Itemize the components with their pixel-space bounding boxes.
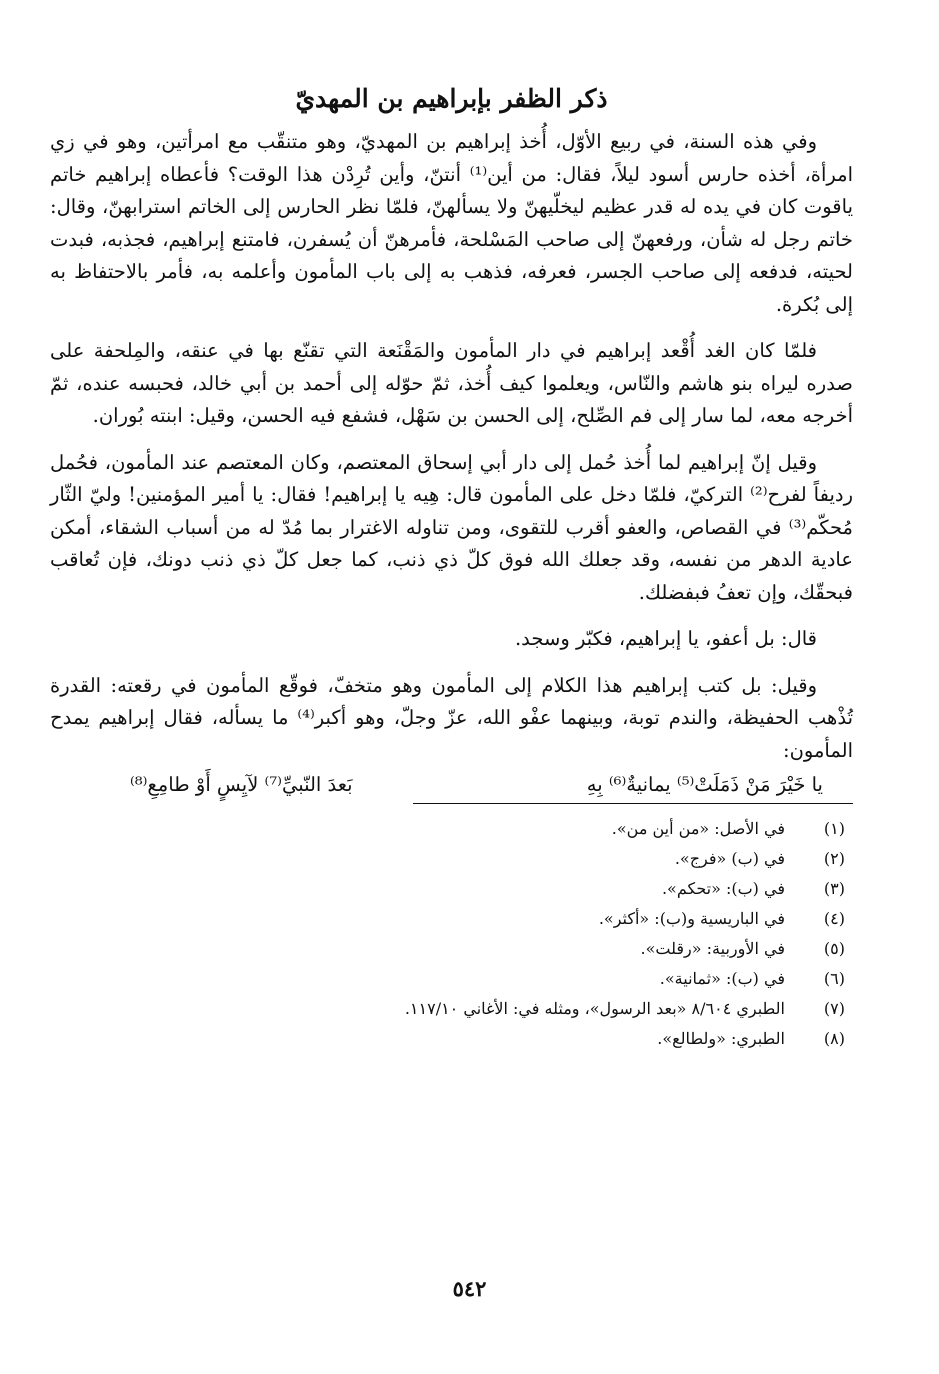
poem-verse xyxy=(50,769,853,801)
footnote-number: (٤) xyxy=(823,909,845,928)
footnote-number: (٦) xyxy=(823,969,845,988)
footnote-number: (٨) xyxy=(823,1029,845,1048)
footnote-text: في (ب): «ثمانية». xyxy=(659,969,785,988)
footnote-item xyxy=(50,1024,853,1054)
footnote-number: (٢) xyxy=(823,849,845,868)
footnote-text: في الأصل: «من أين من». xyxy=(611,819,785,838)
paragraph-3: وقيل إنّ إبراهيم لما أُخذ حُمل إلى دار أبي إسحاق المعتصم، وكان المعتصم عند المأمون، فحُمل رديفاً لفرح⁽²⁾ التركيّ، فلمّا دخل على المأمون قال: هِيه يا إبراهيم! فقال: يا أمير المؤمنين! وليّ الثّار مُحكّم⁽³⁾ في القصاص، والعفو أقرب للتقوى، ومن تناوله الاغترار بما مُدّ له من أسباب الشقاء، أمكن عادية الدهر من نفسه، وقد جعلك الله فوق كلّ ذي ذنب، كما جعل كلّ ذي ذنب دونك، فإن تُعاقب فبحقّك، وإن تعفُ فبفضلك. xyxy=(50,450,853,604)
verse-second-hemistich: بَعدَ النّبيِّ⁽⁷⁾ لآيِسٍ أَوْ طامِعِ⁽⁸⁾ xyxy=(130,773,353,796)
paragraph-5: وقيل: بل كتب إبراهيم هذا الكلام إلى المأمون وهو متخفّ، فوقّع المأمون في رقعته: القدرة تُذْهب الحفيظة، والندم توبة، وبينهما عفْو الله، عزّ وجلّ، وهو أكبر⁽⁴⁾ ما يسأله، فقال إبراهيم يمدح المأمون: xyxy=(50,673,854,762)
page-number: ٥٤٢ xyxy=(452,1276,487,1301)
footnote-item xyxy=(50,964,853,994)
footnote-number: (٣) xyxy=(823,879,845,898)
footnote-item xyxy=(50,934,853,964)
footnotes xyxy=(50,814,853,1054)
footnote-number: (٧) xyxy=(823,999,845,1018)
footnote-item xyxy=(50,814,853,844)
paragraph-1: وفي هذه السنة، في ربيع الأوّل، أُخذ إبراهيم بن المهديّ، وهو متنقّب مع امرأتين، وهو في زي امرأة، أخذه حارس أسود ليلاً، فقال: من أين⁽¹⁾ أنتنّ، وأين تُرِدْن هذا الوقت؟ فأعطاه إبراهيم خاتم ياقوت كان في يده له قدر عظيم ليخلّيهنّ ولا يسألهنّ، فلمّا نظر الحارس إلى الخاتم استرابهنّ، وقال: خاتم رجل له شأن، ورفعهنّ إلى صاحب المَسْلحة، فأمرهنّ أن يُسفرن، فامتنع إبراهيم، فجذبه، فبدت لحيته، فدفعه إلى صاحب الجسر، فعرفه، فذهب به إلى باب المأمون وأعلمه به، فأمر بالاحتفاظ به إلى بُكرة. xyxy=(50,130,853,316)
footnote-item xyxy=(50,994,853,1024)
footnote-text: في (ب): «تحكم». xyxy=(661,879,785,898)
verse-first-hemistich: يا خَيْرَ مَنْ ذَمَلَتْ⁽⁵⁾ يمانيةٌ⁽⁶⁾ بِهِ xyxy=(586,773,823,796)
footnote-text: في الباريسية و(ب): «أكثر». xyxy=(598,909,785,928)
footnote-text: في (ب) «فرج». xyxy=(674,849,785,868)
chapter-title: ذكر الظفر بإبراهيم بن المهديّ xyxy=(295,84,608,113)
footnote-item xyxy=(50,844,853,874)
footnote-separator xyxy=(413,803,853,804)
paragraph-2: فلمّا كان الغد أُقْعد إبراهيم في دار المأمون والمَقْنَعة التي تقنّع بها في عنقه، والمِلحفة على صدره ليراه بنو هاشم والنّاس، ويعلموا كيف أُخذ، ثمّ حوّله إلى أحمد بن أبي خالد، فحبسه عنده، ثمّ أخرجه معه، لما سار إلى فم الصِّلح، إلى الحسن بن سَهْل، فشفع فيه الحسن، وقيل: ابنته بُوران. xyxy=(50,339,853,427)
paragraph-4: قال: بل أعفو، يا إبراهيم، فكبّر وسجد. xyxy=(514,627,817,650)
footnote-text: الطبري ٨/٦٠٤ «بعد الرسول»، ومثله في: الأغاني ١١٧/١٠. xyxy=(404,999,785,1018)
footnote-text: الطبري: «ولطالع». xyxy=(657,1029,785,1048)
footnote-number: (٥) xyxy=(823,939,845,958)
footnote-number: (١) xyxy=(823,819,845,838)
footnote-item xyxy=(50,874,853,904)
footnote-item xyxy=(50,904,853,934)
footnote-text: في الأوربية: «رقلت». xyxy=(640,939,785,958)
